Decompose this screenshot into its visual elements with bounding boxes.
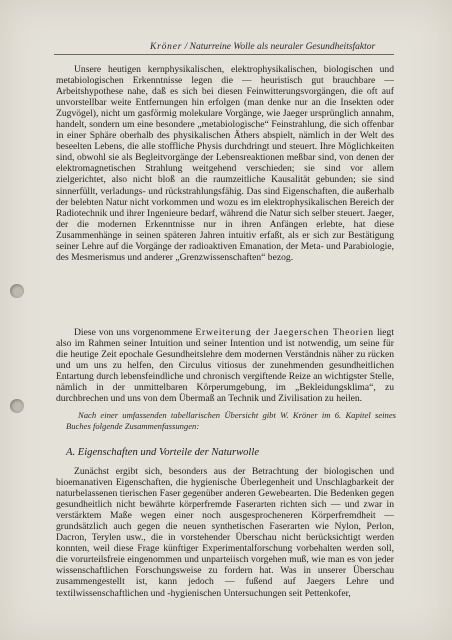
paragraph-2: [56, 327, 394, 404]
section-heading: A. Eigenschaften und Vorteile der Naturwolle: [66, 447, 260, 458]
header-rule: [54, 54, 394, 55]
paragraph-1: Unsere heutigen kernphysikalischen, elektrophysikalischen, biologischen und metabiologischen Erkenntnisse legen die — heuristisch gut brauchbare — Arbeitshypothese nahe, daß es sich bei diesen Feinwitterungsvorgängen, die oft auf unvorstellbar weite Entfernungen hin erfolgen (man denke nur an die Insekten oder Zugvögel), nicht um gasförmig molekulare Vorgänge, wie Jaeger ursprünglich annahm, handelt, sondern um eine besondere „metabiologische“ Feinstrahlung, die sich offenbar in einer Sphäre oberhalb des physikalischen Äthers abspielt, nämlich in der Welt des beseelten Lebens, die alle stoffliche Physis durchdringt und steuert. Ihre Möglichkeiten sind, obwohl sie als Begleitvorgänge der Lebensreaktionen meßbar sind, von denen der elektromagnetischen Strahlung weitgehend verschieden; sie sind vor allem zielgerichtet, also nicht bloß an die raumzeitliche Kausalität gebunden; sie sind sinnerfüllt, verladungs- und rückstrahlungsfähig. Das sind Eigenschaften, die außerhalb der belebten Natur nicht vorkommen und wozu es im elektrophysikalischen Bereich der Radiotechnik und ihrer Ingenieure bedarf, während die Natur sich selber steuert. Jaeger, der die modernen Erkenntnisse nur in ihren Anfängen erlebte, hat diese Zusammenhänge in seinen späteren Jahren intuitiv erfaßt, als er sich zur Bestätigung seiner Lehre auf die Vorgänge der radioaktiven Emanation, der Meta- und Parabiologie, des Mesmerismus und anderer „Grenzwissenschaften“ bezog.: [56, 64, 394, 263]
paragraph-3: Zunächst ergibt sich, besonders aus der Betrachtung der biologischen und bioemanativen Eigenschaften, die hygienische Überlegenheit und Unschlagbarkeit der naturbelassenen tierischen Faser gegenüber anderen Gewebearten. Die Bedenken gegen gesundheitlich nicht bewährte körperfremde Faserarten richten sich — und zwar in verstärktem Maße wegen einer noch ausgesprocheneren Körperfremdheit — grundsätzlich auch gegen die neuen synthetischen Faserarten wie Nylon, Perlon, Dacron, Terylen usw., die in vorstehender Überschau nicht berücksichtigt werden konnten, weil diese Frage künftiger Experimentalforschung vorbehalten werden soll, die vorurteilsfreie eingenommen und unparteiisch vorgehen muß, wie man es von jeder wissenschaftlichen Forschungsweise zu fordern hat. Was in unserer Überschau zusammengestellt ist, kann jedoch — fußend auf Jaegers Lehre und textilwissenschaftlichen und -hygienischen Untersuchungen seit Pettenkofer,: [56, 466, 394, 599]
header-title: Naturreine Wolle als neuraler Gesundheitsfaktor: [189, 42, 376, 52]
paragraph-2-lead: Diese von uns vorgenommene: [74, 327, 196, 338]
punch-hole-top: [10, 284, 24, 298]
running-header: [150, 42, 390, 52]
header-separator: /: [182, 42, 190, 52]
editorial-note: Nach einer umfassenden tabellarischen Übersicht gibt W. Kröner im 6. Kapitel seines Buches folgende Zusammenfassungen:: [66, 410, 396, 431]
punch-hole-bottom: [10, 399, 24, 413]
header-author: Kröner: [150, 42, 183, 52]
paragraph-2-body: liegt also im Rahmen seiner Intuition und seiner Intention und ist notwendig, um seine für die heutige Zeit epochale Gesundheitslehre dem modernen Verständnis näher zu rücken und um uns zu helfen, den Circulus vitiosus der zunehmenden gesundheitlichen Entartung durch lebensfeindliche und chronisch vergiftende Reize an wichtigster Stelle, nämlich in der unmittelbaren Körperumgebung, im „Bekleidungsklima“, zu durchbrechen und uns von dem Übermaß an Technik und Zivilisation zu heilen.: [56, 327, 395, 405]
paragraph-2-emphasis: Erweiterung der Jaegerschen Theorien: [195, 327, 374, 338]
